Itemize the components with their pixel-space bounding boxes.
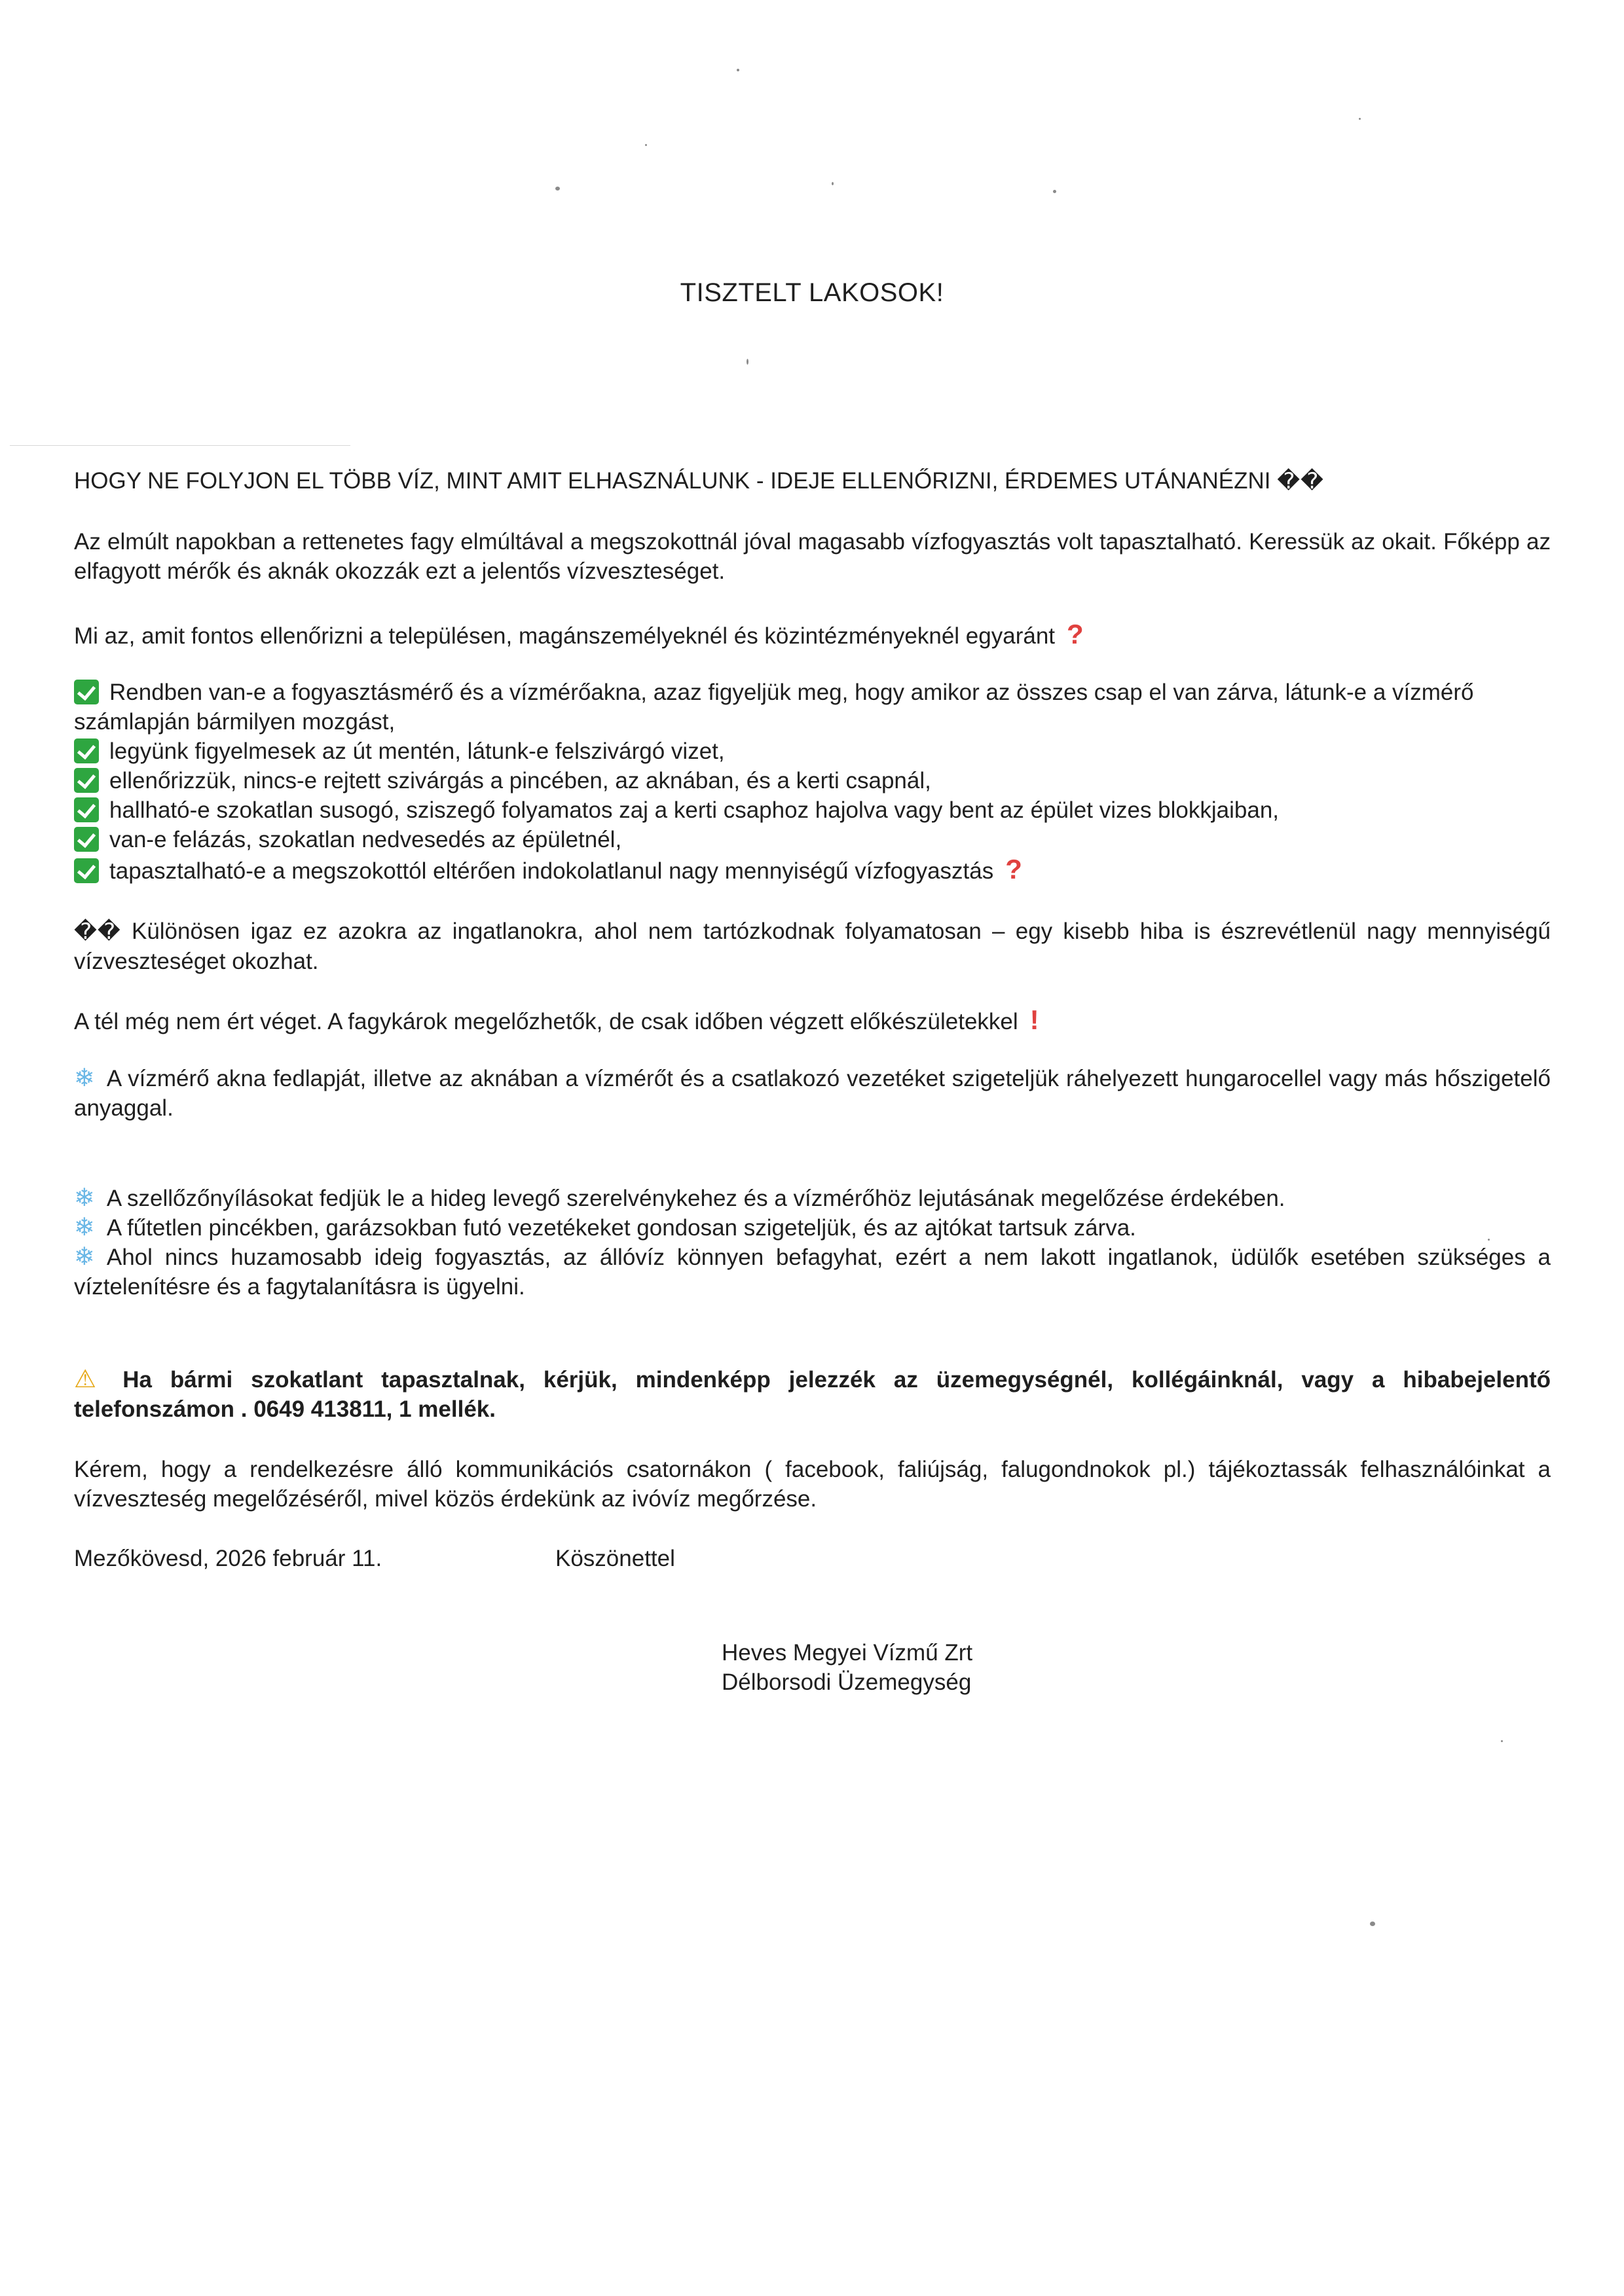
tip-item-text: Ahol nincs huzamosabb ideig fogyasztás, az állóvíz könnyen befagyhat, ezért a nem lakott ingatlanok, üdülők esetében szükséges a víztelenítésre és a fagytalanításra is ügyelni. xyxy=(74,1245,1551,1300)
check-mark-button-icon xyxy=(74,768,99,793)
red-question-mark-icon: ? xyxy=(1005,854,1022,884)
snowflake-icon: ❄ xyxy=(74,1065,95,1092)
tip-item xyxy=(74,1184,1551,1213)
note-paragraph xyxy=(74,917,1551,976)
checklist xyxy=(74,678,1551,886)
request-paragraph: Kérem, hogy a rendelkezésre álló kommunikációs csatornákon ( facebook, faliújság, falugondnokok pl.) tájékoztassák felhasználóinkat a vízveszteség megelőzéséről, mivel közös érdekünk az ivóvíz megőrzése. xyxy=(74,1457,1551,1512)
warning-paragraph xyxy=(74,1365,1551,1424)
signature-block xyxy=(722,1638,1180,1697)
question-line xyxy=(74,619,1551,651)
snowflake-icon: ❄ xyxy=(74,1214,95,1241)
snowflake-icon: ❄ xyxy=(74,1243,95,1271)
winter-line xyxy=(74,1005,1551,1036)
check-mark-button-icon xyxy=(74,738,99,763)
scan-speck xyxy=(1359,118,1361,120)
replacement-glyphs: �� xyxy=(1277,468,1324,494)
tip-item xyxy=(74,1243,1551,1302)
checklist-item xyxy=(74,766,1551,795)
tips-list xyxy=(74,1184,1551,1302)
replacement-glyphs: �� xyxy=(74,919,121,945)
thanks: Köszönettel xyxy=(555,1546,675,1571)
check-mark-button-icon xyxy=(74,858,99,883)
page-title: TISZTELT LAKOSOK! xyxy=(680,278,944,307)
scan-speck xyxy=(832,182,834,185)
tip-item-text: A fűtetlen pincékben, garázsokban futó vezetékeket gondosan szigeteljük, és az ajtókat tartsuk zárva. xyxy=(106,1215,1136,1241)
red-exclamation-mark-icon: ! xyxy=(1029,1004,1039,1035)
scan-line xyxy=(10,445,350,446)
red-question-mark-icon: ? xyxy=(1067,619,1084,649)
scan-speck xyxy=(737,69,739,71)
warning-text: Ha bármi szokatlant tapasztalnak, kérjük, mindenképp jelezzék az üzemegységnél, kollégáinknál, vagy a hibabejelentő telefonszámon . 0649 413811, 1 mellék. xyxy=(74,1367,1551,1422)
winter-text: A tél még nem ért véget. A fagykárok megelőzhetők, de csak időben végzett előkészületekkel xyxy=(74,1009,1018,1034)
place-date: Mezőkövesd, 2026 február 11. xyxy=(74,1546,382,1571)
checklist-item xyxy=(74,795,1551,825)
checklist-item-text: legyünk figyelmesek az út mentén, látunk-e felszivárgó vizet, xyxy=(109,738,725,764)
tip-paragraph xyxy=(74,1064,1551,1123)
checklist-item xyxy=(74,854,1551,886)
question-text: Mi az, amit fontos ellenőrizni a településen, magánszemélyeknél és közintézményeknél egyaránt xyxy=(74,623,1056,649)
checklist-item-text: tapasztalható-e a megszokottól eltérően indokolatlanul nagy mennyiségű vízfogyasztás xyxy=(109,858,994,884)
checklist-item xyxy=(74,678,1551,737)
checklist-item-text: van-e felázás, szokatlan nedvesedés az épületnél, xyxy=(109,827,622,852)
scan-speck xyxy=(1370,1922,1375,1926)
closing-line xyxy=(74,1544,1551,1573)
note-text: Különösen igaz ez azokra az ingatlanokra, ahol nem tartózkodnak folyamatosan – egy kisebb hiba is észrevétlenül nagy mennyiségű vízveszteséget okozhat. xyxy=(74,919,1551,974)
tip-item xyxy=(74,1213,1551,1243)
snowflake-icon: ❄ xyxy=(74,1184,95,1212)
signature-unit: Délborsodi Üzemegység xyxy=(722,1669,972,1695)
headline-text: HOGY NE FOLYJON EL TÖBB VÍZ, MINT AMIT ELHASZNÁLUNK - IDEJE ELLENŐRIZNI, ÉRDEMES UTÁNANÉZNI xyxy=(74,468,1271,494)
tip-item-text: A szellőzőnyílásokat fedjük le a hideg levegő szerelvénykehez és a vízmérőhöz lejutásának megelőzése érdekében. xyxy=(106,1186,1285,1211)
check-mark-button-icon xyxy=(74,827,99,852)
scan-speck xyxy=(747,359,748,365)
checklist-item-text: ellenőrizzük, nincs-e rejtett szivárgás a pincében, az aknában, és a kerti csapnál, xyxy=(109,768,931,793)
checklist-item xyxy=(74,825,1551,854)
scan-speck xyxy=(555,187,560,191)
headline xyxy=(74,466,1551,496)
checklist-item-text: hallható-e szokatlan susogó, sziszegő folyamatos zaj a kerti csaphoz hajolva vagy bent az épület vizes blokkjaiban, xyxy=(109,797,1280,823)
warning-sign-icon: ⚠ xyxy=(74,1366,109,1393)
scan-speck xyxy=(645,144,647,146)
checklist-item-text: Rendben van-e a fogyasztásmérő és a vízmérőakna, azaz figyeljük meg, hogy amikor az összes csap el van zárva, látunk-e a vízmérő számlapján bármilyen mozgást, xyxy=(74,680,1474,735)
check-mark-button-icon xyxy=(74,797,99,822)
checklist-item xyxy=(74,737,1551,766)
check-mark-button-icon xyxy=(74,680,99,704)
intro-paragraph: Az elmúlt napokban a rettenetes fagy elmúltával a megszokottnál jóval magasabb vízfogyasztás volt tapasztalható. Keressük az okait. Főképp az elfagyott mérők és aknák okozzák ezt a jelentős vízveszteséget. xyxy=(74,529,1551,584)
signature-org: Heves Megyei Vízmű Zrt xyxy=(722,1640,973,1666)
scan-speck xyxy=(1053,190,1056,193)
tip-text: A vízmérő akna fedlapját, illetve az aknában a vízmérőt és a csatlakozó vezetéket szigeteljük ráhelyezett hungarocellel vagy más hőszigetelő anyaggal. xyxy=(74,1066,1551,1121)
scan-speck xyxy=(1501,1740,1503,1742)
